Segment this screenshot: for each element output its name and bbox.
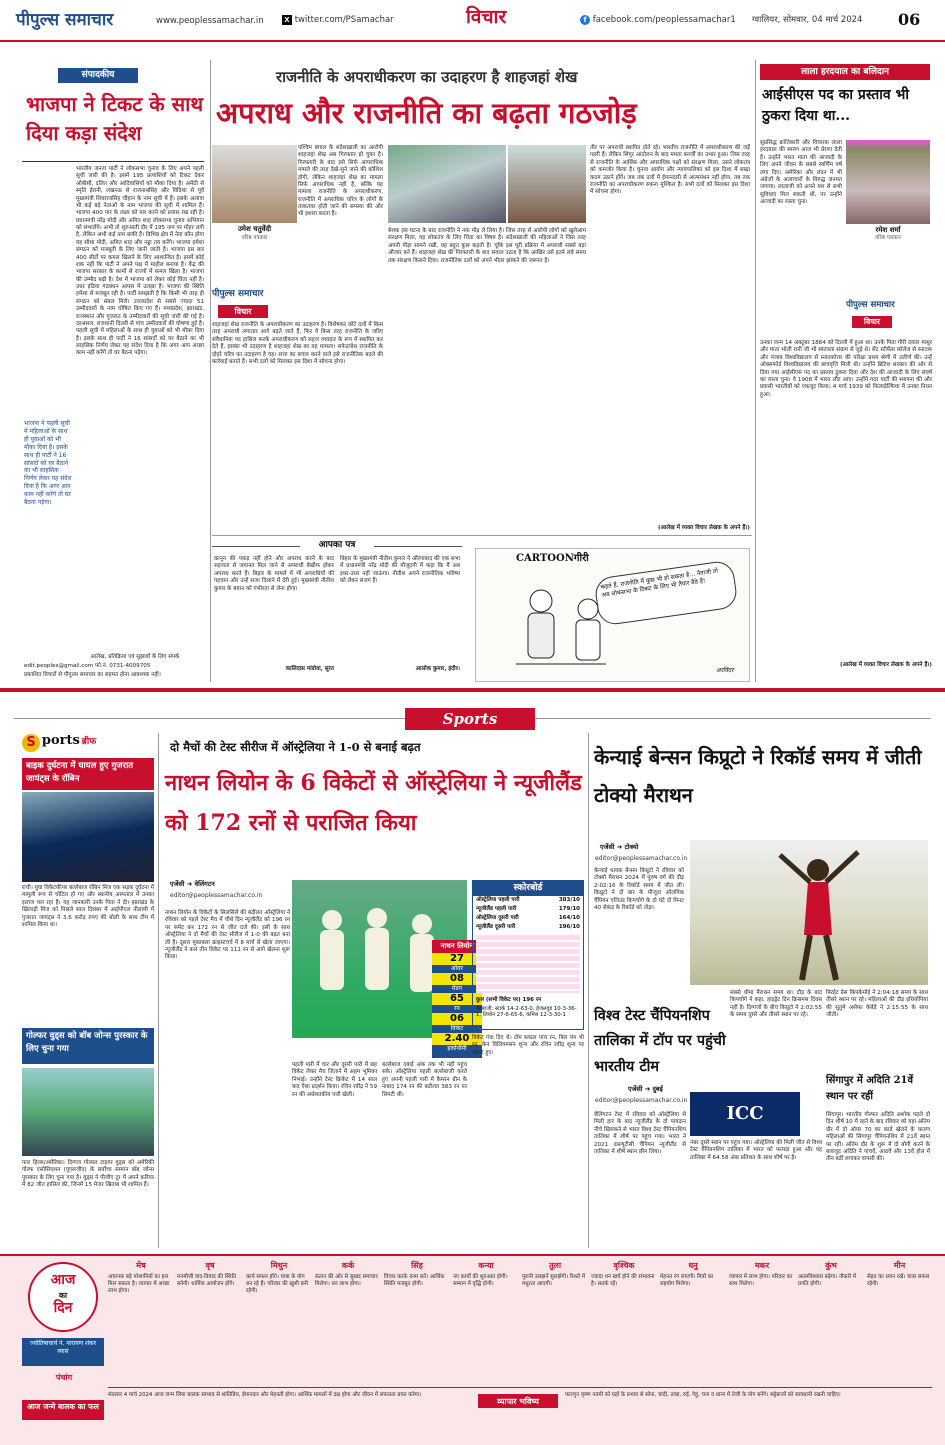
lyon-body: नाथन लियोन के विकेटों के सिलसिले की बदौलत ऑस्ट्रेलिया ने रविवार को पहले टेस्ट मैच में चौथे दिन न्यूजीलैंड को 196 रन पर समेट कर 172 रन से जीत दर्ज की। इसी के साथ ऑस्ट्रेलिया ने दो मैचों की टेस्ट सीरीज में 1-0 की बढ़त बना ली है। दूसरा मुकाबला क्राइस्टचर्च में 8 मार्च से खेला जाएगा। न्यूजीलैंड ने कल तीन विकेट पर 111 रन से आगे खेलना शुरू किया। — [165, 910, 292, 961]
lyon-kicker: दो मैचों की टेस्ट सीरीज में ऑस्ट्रेलिया ने 1-0 से बनाई बढ़त — [170, 740, 421, 754]
dateline: ग्वालियर, सोमवार, 04 मार्च 2024 — [752, 15, 863, 25]
main-kicker: राजनीति के अपराधीकरण का उदाहरण है शाहजहां शेख — [276, 68, 578, 86]
lala-role: वरिष्ठ पत्रकार — [875, 235, 901, 241]
stat-lyon: नाथन लियोन — [432, 940, 482, 953]
lyon-email[interactable]: editor@peoplessamachar.co.in — [170, 892, 263, 899]
sign-meen: मीन सेहत का ध्यान रखें। यात्रा सफल रहेगी। — [867, 1260, 930, 1288]
singapore-body: सिंगापुर। भारतीय गोल्फर अदिति अशोक पहले दो दिन शीर्ष 10 में रहने के बाद रविवार को यहां अंतिम दौर में दो ओवर 70 का कार्ड खेलने के कारण महिलाओं की सिंगापुर चैंपियनशिप में 21वें स्थान पर रहीं। अंतिम दौर के शुरू में दो बोगी करने के बावजूद अदिति ने पांचवें, आठवें और 13वें होल में तीन बर्डी लगाकर वापसी की। — [826, 1112, 932, 1163]
lala-body-2: उनका जन्म 14 अक्टूबर 1884 को दिल्ली में हुआ था। उनके पिता गौरी दयाल माथुर और माता भोली रानी जी भी स्वतंत्रता संग्राम से जुड़े थे। सेंट स्टीफेंस कॉलेज से स्नातक और पंजाब विश्वविद्यालय से स्नातकोत्तर की परीक्षा प्रथम श्रेणी में उत्तीर्ण की। उन्हें ऑक्सफोर्ड विश्वविद्यालय की छात्रवृत्ति मिली थी। उन्होंने ब्रिटिश सरकार की ओर से दिया गया आईसीएस पद का प्रस्ताव ठुकरा दिया और देश की आजादी के लिए संघर्ष का रास्ता चुना। वे 1908 में भारत लौट आए। उन्होंने गदर पार्टी की स्थापना की और प्रवासी भारतीयों को एकजुट किया। 4 मार्च 1939 को फिलाडेल्फिया में उनका निधन हुआ। — [760, 340, 934, 398]
scorecard-table — [476, 935, 580, 993]
sign-vrish: वृष मनमौजी वाद-विवाद की स्थिति बनेगी। धार्मिक आयोजन होंगे। — [177, 1260, 237, 1288]
sign-singh: सिंह विचार करके काम करें। आर्थिक स्थिति मजबूत होगी। — [384, 1260, 445, 1288]
wtc-headline: विश्व टेस्ट चैंपियनशिप तालिका में टॉप पर पहुंची भारतीय टीम — [594, 1007, 726, 1075]
sports-banner-rule — [0, 688, 945, 692]
brief-body-2: फार हिल्स/अमेरिका। दिग्गज गोल्फर टाइगर वुड्स को अमेरिकी गोल्फ एसोसिएशन (यूएसजीए) के सर्वोच्च सम्मान बॉब जोन्स पुरस्कार के लिए चुना गया है। वुड्स ने पीजीए टूर में अपने करियर में 82 जीत हासिल की, जिनमें 15 मेजर खिताब भी शामिल हैं। — [22, 1160, 156, 1189]
masthead — [0, 0, 945, 42]
author-role: वरिष्ठ पत्रकार — [241, 235, 268, 241]
facebook-text: facebook.com/peoplessamachar1 — [592, 15, 736, 25]
sign-vrishchik: वृश्चिक ज्यादा धन खर्च होने की संभावना है। सतर्क रहें। — [591, 1260, 655, 1288]
lala-headline: आईसीएस पद का प्रस्ताव भी ठुकरा दिया था... — [762, 87, 910, 124]
stat-overs: 27 ओवर — [432, 953, 482, 973]
born-today-label: आज जन्मे बालक का फल — [22, 1400, 104, 1420]
cartoon-figures — [506, 579, 616, 679]
marathon-headline: केन्याई बेन्सन किप्रूटो ने रिकॉर्ड समय में जीती टोक्यो मैराथन — [594, 745, 922, 807]
masthead-logo: पीपुल्स समाचार — [16, 10, 114, 30]
wtc-body: वेलिंगटन टेस्ट में रविवार को ऑस्ट्रेलिया से मिली हार के बाद न्यूजीलैंड के दो पायदान नीचे खिसकने से भारत विश्व टेस्ट चैंपियनशिप तालिका में शीर्ष पर पहुंच गया। भारत ने 2021 डब्ल्यूटीसी चैंपियन न्यूजीलैंड से तालिका में शीर्ष स्थान छीन लिया। — [594, 1112, 688, 1155]
brief-headline-1: बाइक दुर्घटना में घायल हुए गुजरात जायंट्स के रॉबिन — [22, 758, 154, 790]
editorial-pullquote: भाजपा ने पहली सूची में महिलाओं के साथ ही युवाओं को भी मौका दिया है। इसके साथ ही पार्टी ने 16 सांसदों को घर बैठाने का भी साहसिक निर्णय लेकर यह संदेश दिया है कि अगर आप काम नहीं करेंगे तो घर बैठना पड़ेगा। — [24, 420, 74, 507]
author-name: उमेश चतुर्वेदी — [237, 224, 272, 233]
letter-1-signature: कालिदास मांडोवा, सूरत — [285, 666, 334, 672]
vyapar-title: व्यापार भविष्य — [478, 1394, 558, 1408]
lyon-body-2: पहली पारी में चार और दूसरी पारी में छह विकेट लेकर मैच जिताने में अहम भूमिका निभाई। उन्होंने टेस्ट क्रिकेट में 14 साल बाद ऐसा प्रदर्शन किया। रचिन रवींद्र ने 59 रन की अर्धशतकीय पारी खेली। — [292, 1062, 379, 1098]
sign-mesh: मेष अचानक बड़े परेशानियों का हल मिल सकता है। व्यापार में अच्छा लाभ होगा। — [108, 1260, 170, 1295]
scorecard-row: ऑस्ट्रेलिया दूसरी पारी 164/10 — [476, 915, 580, 921]
letter-2: बिहार के मुख्यमंत्री नीतीश कुमार ने औरंगाबाद की एक सभा में प्रधानमंत्री नरेंद्र मोदी की मौजूदगी में कहा कि मैं अब इधर-उधर नहीं जाऊंगा। नीतीश अपने राजनीतिक भविष्य को लेकर सजग हैं। — [340, 556, 462, 585]
brief-headline-2: गोल्फर वुड्स को बॉब जोन्स पुरस्कार के लिए चुना गया — [22, 1028, 154, 1064]
cartoon-caption: कहते हैं, राजनीति में कुछ भी हो सकता है... नेताजी तो अब लोकसभा के टिकट के लिए भी तैयार बैठे हैं! — [593, 559, 738, 626]
cartoon-title: CARTOONगीरी — [516, 553, 589, 564]
wtc-body-2: नंबर दूसरे स्थान पर पहुंच गया। ऑस्ट्रेलिया की मिली जीत से विश्व टेस्ट चैंपियनशिप तालिका में भारत को फायदा हुआ और वह तालिका में 64.58 अंक प्रतिशत के साथ शीर्ष पर है। — [690, 1140, 824, 1161]
letters-box — [212, 540, 462, 682]
brief-body-1: रांची। युवा विकेटकीपर बल्लेबाज रॉबिन मिंज एक सड़क दुर्घटना में मामूली रूप से चोटिल हो गए और स्थानीय अस्पताल में उनका इलाज चल रहा है। यह जानकारी उनके पिता ने दी। झारखंड के खिलाड़ी मिंज को पिछले साल दिसंबर में आईपीएल नीलामी में गुजरात जायंट्स ने 3.6 करोड़ रुपए की बोली के साथ टीम में शामिल किया था। — [22, 885, 156, 928]
editorial-headline: भाजपा ने टिकट के साथ दिया कड़ा संदेश — [26, 92, 204, 145]
facebook-icon: f — [580, 15, 590, 25]
x-twitter-icon: X — [282, 15, 292, 25]
editorial-label: संपादकीय — [58, 68, 138, 83]
sign-kumbh: कुंभ आत्मविश्वास बढ़ेगा। नौकरी में प्रगति होगी। — [798, 1260, 857, 1288]
lyon-headline: नाथन लियोन के 6 विकेटों से ऑस्ट्रेलिया ने न्यूजीलैंड को 172 रनों से पराजित किया — [165, 770, 582, 836]
marathon-body: केन्याई धावक बेन्सन किप्रूटो ने रविवार को टोक्यो मैराथन 2024 में पुरुष वर्ग की दौड़ 2:02:16 के रिकॉर्ड समय में जीत ली। किप्रूटो ने दो बार के मौजूदा ओलंपिक चैंपियन एलिउड किपचोगे के दो घंटे दो मिनट 40 सेकंड के रिकॉर्ड को तोड़ा। — [594, 868, 686, 911]
vyapar-text: फाल्गुन कृष्ण नवमी को ग्रहों के प्रभाव से सोना, चांदी, तांबा, रुई, गेहूं, चना व धान्य में तेजी के योग बनेंगे। सट्टेबाजों को सावधानी रखनी चाहिए। — [565, 1392, 841, 1398]
article-photo-crowd — [388, 145, 506, 223]
scorecard-bowling: गेंदबाजी: स्टार्क 14-2-63-0, हेजलवुड 10-3-36-1, लियोन 27-6-65-6, कमिंस 12-3-30-1 — [476, 1005, 577, 1019]
editorial-body: भारतीय जनता पार्टी ने लोकसभा चुनाव के लिए अपने पहली सूची जारी की है। इसमें 195 प्रत्याशियों को टिकट देकर ओबीसी, दलित और आदिवासियों को मौका दिया है। अमेठी से स्मृति ईरानी, लखनऊ से राजनाथसिंह और विदिशा से पूर्व मुख्यमंत्री शिवराजसिंह चौहान के नाम सूची में हैं। इसके अलावा भी कई बड़े नेताओं के नाम भाजपा की सूची में शामिल हैं। भाजपा 400 पार के लक्ष्य को पार करने को प्रयास रख रही है। प्रधानमंत्री नरेंद्र मोदी और अमित शाह लोकसभा चुनाव अभियान को संभालेंगे। अभी तो शुरुआती दौर में 195 नाम पर मोहर लगी है, लेकिन अभी कई नाम बाकी हैं। विभिन्न क्षेत्र में नेता कौन होगा यह सीधा मोदी, अमित शाह और नड्डा तय करेंगे। भाजपा हमेशा संगठन को मजबूती के लिए जानी जाती है। भाजपा इस बार 400 सीटों पर कमल खिलने के लिए आशान्वित है। इसमें कोई शक नहीं कि पार्टी ने अपने पक्ष में माहौल बनाया है। केंद्र की भाजपा सरकार के कामों से राज्यों में कमल खिला है। भाजपा की उम्मीद बढ़ी है। देश में भाजपा को लेकर कोई चिंता नहीं है। उधर इंडिया गठबंधन आपस में उलझा है। भाजपा की स्थिति हमेशा से मजबूत रही है। पार्टी समझती है कि किसी भी तरह ही संगठन को संबल मिले। उत्तरप्रदेश से सबसे ज्यादा 51 उम्मीदवारों के नाम घोषित किए गए हैं। मध्यप्रदेश, झारखंड, राजस्थान और गुजरात के उम्मीदवारों की सूची जारी की गई है। दरअसल, राजधानी दिल्ली से पांच उम्मीदवारों की घोषणा हुई है। पहली सूची में महिलाओं के साथ ही युवाओं को भी मौका दिया है। इसके साथ ही पार्टी ने 16 सांसदों को घर बैठाने का भी साहसिक निर्णय लेकर यह संदेश दिया है कि अगर आप अच्छा काम नहीं करेंगे तो घर बैठना पड़ेगा। — [76, 166, 206, 357]
article-photo-shahjahan — [508, 145, 586, 223]
horoscope-grid — [108, 1260, 932, 1385]
site-url[interactable]: www.peoplessamachar.in — [156, 16, 264, 26]
lala-tag-logo: पीपुल्स समाचार — [846, 300, 895, 310]
wtc-byline: एजेंसी ➜ दुबई — [628, 1085, 663, 1093]
facebook-link[interactable] — [580, 15, 736, 26]
kipruto-photo — [690, 840, 928, 985]
runner-silhouette — [690, 840, 928, 985]
scorecard-row: न्यूजीलैंड पहली पारी 179/10 — [476, 906, 580, 913]
twitter-text: twitter.com/PSamachar — [294, 15, 394, 25]
editorial-footer-1: आलेख, प्रतिक्रिया एवं सुझावों के लिए संपर्क — [90, 654, 180, 660]
marathon-body-3: बिरहेट ग्रेस किपकेमोई ने 2:04:18 समय के साथ तीसरे स्थान पर रहे। महिलाओं की दौड़ इथियोपिया की सुतुमे असेफा केबेडे ने 2:15:55 के साथ जीती। — [826, 990, 930, 1019]
stat-maidens: 08 मेडन — [432, 973, 482, 993]
icc-logo — [690, 1092, 800, 1136]
main-col-3: बेशक इस घटना के बाद राजनीति ने नया मोड़ ले लिया है। जिस तरह से आरोपी लोगों को खुलेआम संरक्षण मिला, वह लोकतंत्र के लिए चिंता का विषय है। संदेशखाली की महिलाओं ने जिस तरह अपनी पीड़ा सामने रखी, वह बहुत कुछ कहती है। चूंकि इस पूरी प्रक्रिया में अपराधी सबसे बड़ा औजार बने हैं। शाहजहां शेख की गिरफ्तारी के बाद सवाल उठता है कि आखिर उसे इतने लंबे समय तक संरक्षण किसने दिया। राजनीतिक दलों को अपने भीतर झांकने की जरूरत है। — [388, 228, 588, 264]
stat-wickets: 06 विकेट — [432, 1013, 482, 1033]
ka-label: का — [58, 1289, 68, 1300]
din-label: दिन — [53, 1299, 73, 1316]
letters-title: आपका पत्र — [300, 540, 374, 553]
editorial-footer-2[interactable]: edit.peoples@gmail.com फो.नं. 0731-4009705 — [24, 663, 151, 669]
cartoon-artist: अरविंदर — [716, 667, 734, 674]
tag-label: विचार — [218, 305, 268, 318]
main-col-2: शाहजहां शेख राजनीति के अपराधीकरण का उदाहरण है। विशेषकर छोटे दलों में किस तरह अपराधी लगातार आगे बढ़ते जाते हैं, फिर वे किस तरह राजनीति के जरिए संवैधानिक पद हासिल करके अपराधीकरण को सहज व्यवहार के रूप में स्थापित कर देते हैं, इसका भी उदाहरण है शाहजहां शेख का यह मामला। सफेदपोश राजनीति के दोहरे चरित्र का उदाहरण है यह। सत्ता का बचाव करने वाले इसे राजनीतिक बदले की कार्रवाई बताते हैं। सभी दलों को मिलकर इस दिशा में सोचना होगा। — [212, 322, 385, 365]
born-today-text: संवत्सर 4 मार्च 2024 आज जन्म लिया बालक स्वभाव से शांतिप्रिय, ईमानदार और मेहनती होगा। आर्थिक मामलों में दक्ष होगा और जीवन में सफलता प्राप्त करेगा। — [108, 1392, 422, 1398]
scorecard-row: न्यूजीलैंड दूसरी पारी 196/10 — [476, 923, 580, 930]
marathon-byline: एजेंसी ➜ टोक्यो — [600, 843, 639, 851]
lyon-byline: एजेंसी ➜ वेलिंगटन — [170, 880, 215, 888]
cartoon-box — [475, 548, 750, 682]
aaj-ka-din-box — [28, 1262, 98, 1332]
lala-body-1: सुप्रसिद्ध क्रांतिकारी और विचारक लाला हरदयाल की स्मरण आज भी प्रेरणा देती है। उन्होंने भारत माता की आजादी के लिए अपने जीवन के सबसे स्वर्णिम वर्ष लगा दिए। अमेरिका और लंदन में भी अंग्रेजों के अत्याचारों के विरुद्ध जनमत जगाया। लालाजी को अपने यश से सभी सुविधाएं मिल सकती थीं, पर उन्होंने आजादी का रास्ता चुना। — [760, 140, 844, 205]
sign-kark: कर्क संतान की ओर से सुखद समाचार मिलेगा। धन लाभ होगा। — [315, 1260, 378, 1288]
marathon-email[interactable]: editor@peoplessamachar.co.in — [595, 855, 688, 862]
letter-2-signature: आलोक कुमार, इंदौर। — [415, 666, 460, 672]
tiger-woods-photo — [22, 1068, 154, 1156]
author-photo-ramesh — [846, 140, 930, 224]
twitter-handle[interactable] — [282, 15, 394, 26]
stat-economy: 2.40 इकोनॉमी — [432, 1033, 482, 1053]
page-number: 06 — [898, 10, 921, 29]
pandit-name: ज्योतिषाचार्य पं. नारायण शंकर व्यास — [22, 1338, 104, 1366]
sign-mithun: मिथुन कार्य सफल होंगे। यात्रा के योग बन रहे हैं। परिवार की खुशी बनी रहेगी। — [246, 1260, 309, 1295]
stat-runs: 65 रन — [432, 993, 482, 1013]
main-col-4: तौर पर अपराधी स्थापित होते रहे। भारतीय राजनीति में अपराधीकरण की जड़ें गहरी हैं। लेकिन सिंगूर आंदोलन के बाद ममता बनर्जी का उभार हुआ। जिस तरह से राजनीति के आर्थिक और अपराधिक पक्षों को संरक्षण मिला, उसने लोकतंत्र को कमजोर किया है। चुनाव आयोग और न्यायपालिका को इस दिशा में सख्त कदम उठाने होंगे। जब तक दलों में ईमानदारी से आत्ममंथन नहीं होगा, तब तक राजनीति का अपराधीकरण रुकना मुश्किल है। सभी दलों को मिलकर इस दिशा में सोचना होगा। — [590, 145, 752, 196]
lala-label: लाला हरदयाल का बलिदान — [760, 64, 930, 80]
section-title: विचार — [466, 6, 507, 28]
author-photo-umesh — [212, 145, 297, 223]
main-headline: अपराध और राजनीति का बढ़ता गठजोड़ — [216, 96, 637, 130]
lyon-body-4: विकेट गंवा दिए थे। टॉम ब्लंडल पांच रन, बिल यंग भी रन, केन विलियमसन शून्य और रचिन रवींद्र शून्य पर आउट हुए। — [472, 1035, 586, 1056]
scorecard-row: ऑस्ट्रेलिया पहली पारी 383/10 — [476, 897, 580, 904]
sign-dhanu: धनु मेहनत रंग लाएगी। मित्रों का सहयोग मिलेगा। — [660, 1260, 714, 1288]
tag-logo: पीपुल्स समाचार — [212, 289, 264, 299]
scorecard-total: कुल (सभी विकेट पर) 196 रन — [476, 996, 542, 1003]
sports-s-icon: S — [22, 734, 40, 752]
marathon-body-2: सबसे धीमा मैराथन समय था। दौड़ के बाद किपचोगे ने कहा, हाइड्रेट दिन क्रिसमस दिवस नहीं है। दिग्गजों के बीच किप्रूटो ने 2:02:55 के समय दूसरे और तीसरे स्थान पर रहे। — [730, 990, 824, 1019]
panchang-label: पंचांग — [55, 1372, 73, 1382]
sign-kanya: कन्या नए कार्यों की शुरुआत होगी। सम्मान में वृद्धि होगी। — [453, 1260, 508, 1288]
letter-1: कानून की पकड़ नहीं होने और अपराध करने के बाद सहजता से जमानत मिल जाने से अपराधी बेखौफ होकर अपराध करते हैं। बिहार के मामले में भी अपराधियों की पहचान और उन्हें सजा दिलाने में देरी हुई। मुख्यमंत्री नीतीश कुमार के बयान को गंभीरता से लेना होगा। — [214, 556, 336, 592]
wtc-email[interactable]: editor@peoplessamachar.co.in — [595, 1097, 688, 1104]
main-col-1: पश्चिम बंगाल के संदेशखाली का आरोपी शाहजहां शेख अब गिरफ्तार हो चुका है। गिरफ्तारी के बाद इसे सिर्फ आपराधिक मामले की तरह देखे-सुने जाने की कोशिश होगी, लेकिन शाहजहां शेख का मामला सिर्फ आपराधिक नहीं है, बल्कि यह मामला राजनीति के अपराधीकरण, राजनीति में अपराधिक चरित्र के लोगों के ताकतवर होती जाने की समस्या की ओर भी इशारा करता है। — [298, 145, 385, 218]
icc-logo-text: ICC — [726, 1103, 764, 1124]
main-footnote: (आलेख में व्यक्त विचार लेखक के अपने हैं।) — [658, 525, 750, 531]
sports-brief-logo-rest: ports — [41, 733, 80, 748]
sports-banner: Sports — [405, 708, 535, 730]
aaj-label: आज — [50, 1272, 76, 1288]
lala-footnote: (आलेख में व्यक्त विचार लेखक के अपने हैं।) — [840, 662, 932, 668]
lala-author: रमेश शर्मा — [875, 225, 901, 234]
robin-minz-photo — [22, 792, 154, 882]
lyon-body-3: बल्लेबाज दबाई अंक तक भी नहीं पहुंच सके। ऑस्ट्रेलिया पहली बल्लेबाजी करते हुए अपनी पहली पारी में कैमरन ग्रीन के नाबाद 174 रन की बदौलत 383 रन पर सिमटी थी। — [382, 1062, 469, 1098]
sports-brief-logo — [22, 733, 152, 755]
lala-tag-label: विचार — [852, 316, 892, 328]
singapore-headline: सिंगापुर में अदिति 21वें स्थान पर रहीं — [826, 1075, 914, 1102]
sports-brief-tag: ब्रीफ — [81, 737, 97, 747]
scorecard-title: स्कोरबोर्ड — [473, 881, 583, 896]
sign-makar: मकर व्यापार में लाभ होगा। परिवार का साथ मिलेगा। — [729, 1260, 793, 1288]
editorial-footer-3: प्रकाशित विचारों से पीपुल्स समाचार का सहमत होना आवश्यक नहीं। — [24, 672, 161, 678]
scorecard — [472, 880, 584, 1030]
sign-tula: तुला पुरानी उलझनें सुलझेंगी। रिश्तों में मधुरता आएगी। — [522, 1260, 586, 1288]
